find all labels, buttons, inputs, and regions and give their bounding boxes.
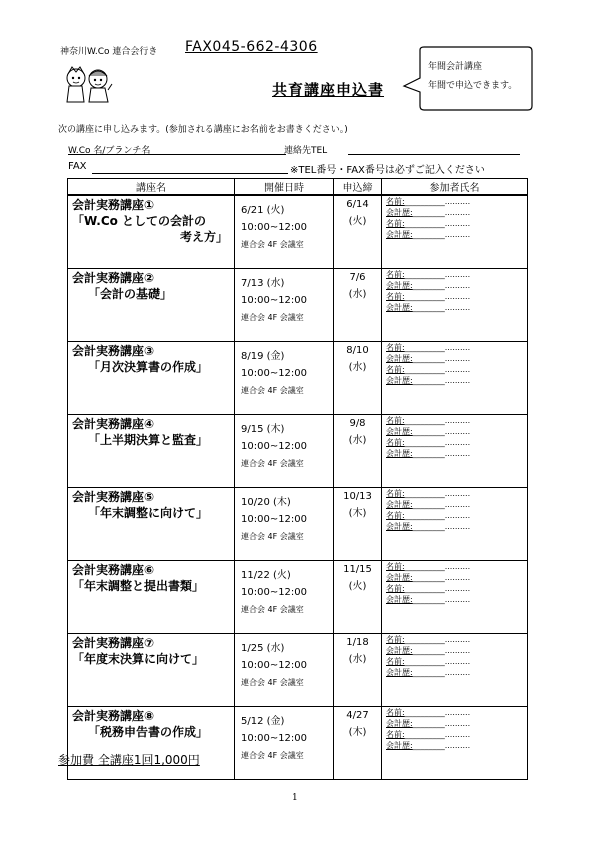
date-cell (235, 342, 334, 415)
required-note: ※TEL番号・FAX番号は必ずご記入ください (290, 165, 485, 176)
course-cell (68, 561, 235, 634)
course-title: 会計実務講座② (72, 271, 155, 285)
course-place: 連合会 4F 会議室 (241, 605, 304, 614)
deadline-cell (334, 634, 382, 707)
wco-tel-line (68, 143, 520, 157)
participant-name-field[interactable]: 名前:__________.......... (386, 270, 471, 279)
participant-name-field[interactable]: 名前:__________.......... (386, 584, 471, 593)
course-date: 10/20 (木) (241, 497, 291, 508)
deadline-day: (火) (348, 216, 367, 227)
participant-history-field[interactable]: 会計歴:________.......... (386, 573, 471, 582)
participant-name-field[interactable]: 名前:__________.......... (386, 562, 471, 571)
fax-label: FAX (68, 161, 87, 172)
course-place: 連合会 4F 会議室 (241, 532, 304, 541)
course-place: 連合会 4F 会議室 (241, 313, 304, 322)
participant-history-field[interactable]: 会計歴:________.......... (386, 281, 471, 290)
date-cell (235, 634, 334, 707)
participant-cell (382, 269, 528, 342)
participant-name-field[interactable]: 名前:__________.......... (386, 635, 471, 644)
course-subtitle: 「上半期決算と監査」 (88, 433, 209, 447)
participant-name-field[interactable]: 名前:__________.......... (386, 511, 471, 520)
course-date: 6/21 (火) (241, 205, 285, 216)
participant-name-field[interactable]: 名前:__________.......... (386, 438, 471, 447)
course-title: 会計実務講座⑧ (72, 709, 155, 723)
bubble-line-2: 年間で申込できます。 (428, 81, 518, 91)
participant-history-field[interactable]: 会計歴:________.......... (386, 522, 471, 531)
participant-name-field[interactable]: 名前:__________.......... (386, 197, 471, 206)
participant-cell (382, 634, 528, 707)
participant-name-field[interactable]: 名前:__________.......... (386, 292, 471, 301)
course-time: 10:00~12:00 (241, 660, 308, 671)
course-title: 会計実務講座⑦ (72, 636, 155, 650)
course-subtitle: 「W.Co としての会計の (72, 214, 207, 228)
participant-name-field[interactable]: 名前:__________.......... (386, 365, 471, 374)
course-title: 会計実務講座⑤ (72, 490, 155, 504)
course-date: 1/25 (水) (241, 643, 285, 654)
participant-cell (382, 195, 528, 269)
deadline-date: 11/15 (343, 564, 372, 575)
participant-cell (382, 488, 528, 561)
course-cell (68, 269, 235, 342)
deadline-cell (334, 269, 382, 342)
course-table (67, 178, 528, 780)
course-date: 7/13 (水) (241, 278, 285, 289)
course-time: 10:00~12:00 (241, 295, 308, 306)
participant-history-field[interactable]: 会計歴:________.......... (386, 427, 471, 436)
course-subtitle: 「年末調整に向けて」 (88, 506, 209, 520)
participant-cell (382, 342, 528, 415)
deadline-date: 9/8 (349, 418, 366, 429)
participant-name-field[interactable]: 名前:__________.......... (386, 708, 471, 717)
deadline-day: (水) (348, 435, 367, 446)
deadline-day: (木) (348, 508, 367, 519)
deadline-date: 6/14 (346, 199, 369, 210)
table-row (68, 195, 528, 269)
participant-name-field[interactable]: 名前:__________.......... (386, 343, 471, 352)
deadline-day: (水) (348, 289, 367, 300)
tel-field[interactable] (348, 143, 520, 155)
course-subtitle: 「月次決算書の作成」 (88, 360, 209, 374)
header-date: 開催日時 (235, 179, 334, 196)
table-row (68, 561, 528, 634)
course-title: 会計実務講座① (72, 198, 155, 212)
participant-history-field[interactable]: 会計歴:________.......... (386, 595, 471, 604)
fee-note: 参加費 全講座1回1,000円 (58, 753, 200, 767)
deadline-cell (334, 488, 382, 561)
date-cell (235, 415, 334, 488)
deadline-date: 8/10 (346, 345, 369, 356)
fax-field[interactable] (92, 161, 288, 174)
page-number: 1 (292, 793, 298, 803)
course-subtitle-2: 考え方」 (179, 230, 228, 244)
deadline-cell (334, 561, 382, 634)
date-cell (235, 561, 334, 634)
participant-history-field[interactable]: 会計歴:________.......... (386, 354, 471, 363)
course-title: 会計実務講座③ (72, 344, 155, 358)
course-time: 10:00~12:00 (241, 368, 308, 379)
course-date: 9/15 (木) (241, 424, 285, 435)
table-row (68, 488, 528, 561)
course-date: 8/19 (金) (241, 351, 285, 362)
course-title: 会計実務講座⑥ (72, 563, 155, 577)
fax-number: FAX045-662-4306 (185, 39, 318, 55)
course-cell (68, 707, 235, 780)
participant-name-field[interactable]: 名前:__________.......... (386, 416, 471, 425)
fax-note-line (68, 161, 538, 175)
course-place: 連合会 4F 会議室 (241, 751, 304, 760)
participant-history-field[interactable]: 会計歴:________.......... (386, 741, 471, 750)
course-cell (68, 342, 235, 415)
participant-name-field[interactable]: 名前:__________.......... (386, 219, 471, 228)
participant-name-field[interactable]: 名前:__________.......... (386, 730, 471, 739)
course-place: 連合会 4F 会議室 (241, 459, 304, 468)
date-cell (235, 488, 334, 561)
header-course: 講座名 (68, 179, 235, 196)
table-row (68, 342, 528, 415)
deadline-day: (水) (348, 362, 367, 373)
table-row (68, 415, 528, 488)
deadline-date: 7/6 (349, 272, 366, 283)
table-header-row (68, 179, 528, 196)
deadline-date: 1/18 (346, 637, 369, 648)
wco-name-field[interactable] (68, 143, 286, 155)
participant-history-field[interactable]: 会計歴:________.......... (386, 376, 471, 385)
date-cell (235, 269, 334, 342)
deadline-cell (334, 415, 382, 488)
course-title: 会計実務講座④ (72, 417, 155, 431)
date-cell (235, 195, 334, 269)
participant-history-field[interactable]: 会計歴:________.......... (386, 668, 471, 677)
course-place: 連合会 4F 会議室 (241, 386, 304, 395)
course-place: 連合会 4F 会議室 (241, 240, 304, 249)
course-subtitle: 「会計の基礎」 (88, 287, 173, 301)
participant-history-field[interactable]: 会計歴:________.......... (386, 500, 471, 509)
wco-name-label: W.Co 名/ブランチ名 (68, 146, 151, 156)
participant-cell (382, 415, 528, 488)
course-time: 10:00~12:00 (241, 441, 308, 452)
deadline-day: (火) (348, 581, 367, 592)
deadline-date: 10/13 (343, 491, 372, 502)
participant-cell (382, 707, 528, 780)
table-row (68, 269, 528, 342)
participant-name-field[interactable]: 名前:__________.......... (386, 657, 471, 666)
bubble-note (428, 58, 517, 96)
course-date: 5/12 (金) (241, 716, 285, 727)
participant-history-field[interactable]: 会計歴:________.......... (386, 230, 471, 239)
course-cell (68, 415, 235, 488)
deadline-cell (334, 342, 382, 415)
participant-name-field[interactable]: 名前:__________.......... (386, 489, 471, 498)
course-subtitle: 「税務申告書の作成」 (88, 725, 209, 739)
deadline-day: (水) (348, 654, 367, 665)
course-subtitle: 「年末調整と提出書類」 (72, 579, 205, 593)
date-cell (235, 707, 334, 780)
deadline-date: 4/27 (346, 710, 369, 721)
participant-cell (382, 561, 528, 634)
course-subtitle: 「年度末決算に向けて」 (72, 652, 205, 666)
course-time: 10:00~12:00 (241, 587, 308, 598)
deadline-cell (334, 195, 382, 269)
participant-history-field[interactable]: 会計歴:________.......... (386, 303, 471, 312)
course-time: 10:00~12:00 (241, 514, 308, 525)
course-time: 10:00~12:00 (241, 222, 308, 233)
deadline-cell (334, 707, 382, 780)
intro-text: 次の講座に申し込みます。(参加される講座にお名前をお書きください。) (58, 125, 348, 135)
bubble-line-1: 年間会計講座 (428, 62, 483, 72)
deadline-day: (木) (348, 727, 367, 738)
organization-label: 神奈川W.Co 連合会行き (60, 47, 158, 57)
mascot-logo (62, 64, 114, 104)
tel-label: 連絡先TEL (284, 146, 328, 156)
course-cell (68, 195, 235, 269)
course-time: 10:00~12:00 (241, 733, 308, 744)
header-participants: 参加者氏名 (382, 179, 528, 196)
table-row (68, 634, 528, 707)
course-cell (68, 488, 235, 561)
participant-history-field[interactable]: 会計歴:________.......... (386, 449, 471, 458)
participant-history-field[interactable]: 会計歴:________.......... (386, 719, 471, 728)
course-cell (68, 634, 235, 707)
participant-history-field[interactable]: 会計歴:________.......... (386, 646, 471, 655)
course-place: 連合会 4F 会議室 (241, 678, 304, 687)
form-title: 共育講座申込書 (272, 81, 385, 99)
course-date: 11/22 (火) (241, 570, 291, 581)
table-row (68, 707, 528, 780)
participant-history-field[interactable]: 会計歴:________.......... (386, 208, 471, 217)
header-deadline: 申込締 (334, 179, 382, 196)
